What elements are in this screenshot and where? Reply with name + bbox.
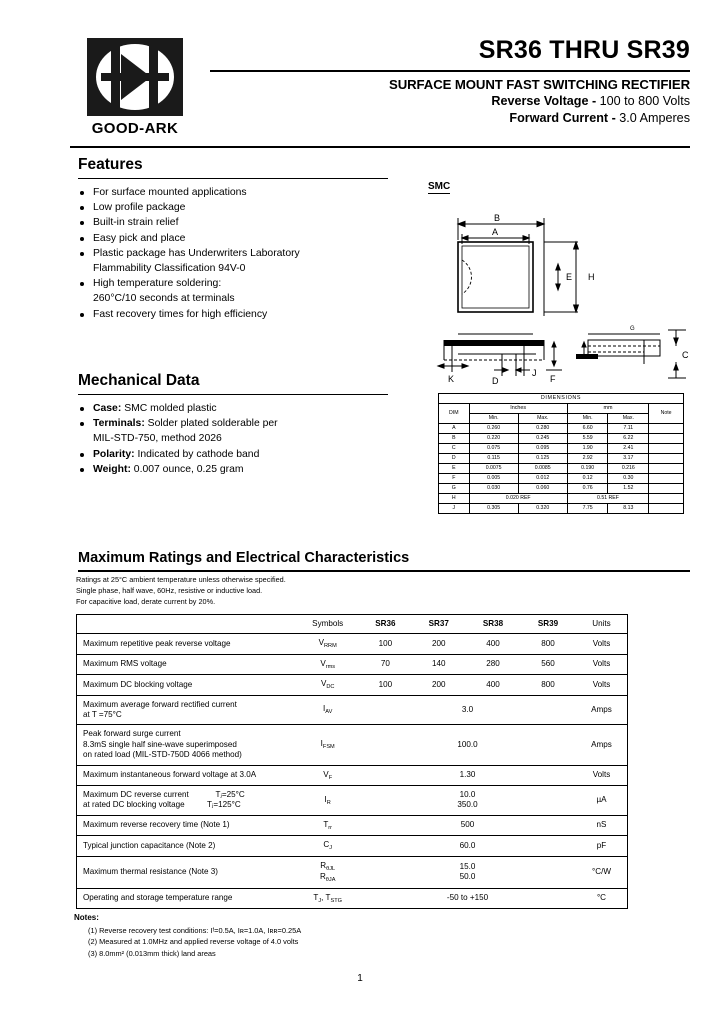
description-line: at rated DC blocking voltage Tⱼ=125°C (83, 800, 241, 810)
table-row (77, 836, 628, 856)
parameter-description (77, 815, 297, 835)
parameter-description (77, 725, 297, 765)
dim-mm-max: 7.11 (608, 424, 649, 434)
symbol-cell (296, 634, 359, 654)
parameter-description (77, 786, 297, 816)
parameter-description (77, 856, 297, 888)
symbol: $R_{\theta JL}$ (320, 860, 336, 872)
value-sr37: 200 (412, 675, 466, 695)
ratings-conditions (76, 575, 286, 607)
value-cell-spanned (359, 765, 576, 785)
col-desc (77, 615, 297, 634)
ratings-header-row (77, 615, 628, 634)
units-cell: Volts (576, 654, 628, 674)
mechanical-item (78, 448, 408, 462)
feature-item: Flammability Classification 94V-0 (93, 263, 246, 275)
smc-outline-drawing (428, 194, 693, 389)
symbol-cell (296, 695, 359, 725)
dim-note (649, 504, 684, 514)
mechanical-item-label: Terminals: (93, 418, 148, 430)
value-cell-spanned (359, 888, 576, 908)
callout-J: J (532, 368, 537, 378)
symbol: $V_{rms}$ (320, 658, 336, 670)
dim-mm-max: 6.22 (608, 434, 649, 444)
mechanical-item-text: MIL-STD-750, method 2026 (93, 433, 222, 445)
note-item: (1) Reverse recovery test conditions: Iᶠ=0.5A, Iʀ=1.0A, Iʀʀ=0.25A (88, 925, 302, 935)
description-line: Peak forward surge current (83, 729, 181, 739)
value-sr39: 800 (520, 675, 576, 695)
callout-D: D (492, 376, 499, 386)
value: 10.0 (459, 790, 476, 800)
symbol-subscript: DC (326, 684, 335, 691)
col-sr38: SR38 (466, 615, 520, 634)
symbol-subscript: J (329, 845, 333, 852)
ratings-table-body (77, 615, 628, 909)
symbol: $V_{RRM}$ (318, 638, 337, 650)
value-sr36: 100 (359, 634, 412, 654)
dim-letter: A (439, 424, 470, 434)
dim-in-max: 0.280 (518, 424, 567, 434)
units-cell: Volts (576, 675, 628, 695)
col-mm-max: Max. (608, 414, 649, 424)
parameter-description (77, 695, 297, 725)
table-row (77, 634, 628, 654)
dim-in-max: 0.0085 (518, 464, 567, 474)
reverse-voltage-line (210, 93, 690, 110)
units-cell: nS (576, 815, 628, 835)
description-line: Typical junction capacitance (Note 2) (83, 840, 216, 850)
page-number: 1 (357, 973, 363, 984)
dimensions-table-head (439, 394, 684, 424)
dim-in-max: 0.320 (518, 504, 567, 514)
parameter-description (77, 765, 297, 785)
table-row (77, 888, 628, 908)
mechanical-item-text: Indicated by cathode band (137, 448, 260, 460)
symbol-subscript: θJL (326, 865, 336, 872)
dim-mm-min: 1.90 (567, 444, 608, 454)
dim-in-min: 0.030 (469, 484, 518, 494)
feature-item: Easy pick and place (78, 232, 408, 246)
ratings-divider (78, 570, 690, 572)
units-cell: °C/W (576, 856, 628, 888)
symbol: $I_R$ (324, 794, 331, 806)
callout-K: K (448, 374, 455, 384)
symbol-cell (296, 786, 359, 816)
mechanical-section (78, 372, 408, 478)
dim-mm-max: 0.216 (608, 464, 649, 474)
dim-letter: B (439, 434, 470, 444)
note-item: (2) Measured at 1.0MHz and applied reverse voltage of 4.0 volts (88, 937, 299, 947)
header-divider (70, 146, 690, 148)
dim-note (649, 474, 684, 484)
dim-mm-min: 0.190 (567, 464, 608, 474)
ratings-condition-line: Ratings at 25°C ambient temperature unless otherwise specified. (76, 575, 286, 584)
col-note: Note (649, 404, 684, 424)
dimensions-row (439, 494, 684, 504)
dimensions-row (439, 444, 684, 454)
dim-in-max: 0.060 (518, 484, 567, 494)
value-sr37: 140 (412, 654, 466, 674)
symbol-cell (296, 888, 359, 908)
dim-in-min: 0.305 (469, 504, 518, 514)
ratings-section-head (78, 550, 690, 572)
value: 50.0 (459, 872, 476, 882)
symbol: $C_J$ (323, 840, 333, 852)
value-sr37: 200 (412, 634, 466, 654)
mechanical-item (78, 432, 408, 446)
col-sr37: SR37 (412, 615, 466, 634)
description-line: Maximum reverse recovery time (Note 1) (83, 820, 230, 830)
dimensions-table (438, 393, 684, 514)
goodark-logo-icon (87, 38, 183, 116)
table-row (77, 765, 628, 785)
page-title: SR36 THRU SR39 (478, 36, 690, 64)
dim-in-max: 0.095 (518, 444, 567, 454)
value: 1.30 (459, 770, 476, 780)
parameter-description (77, 836, 297, 856)
forward-current-line (210, 110, 690, 127)
dim-note (649, 454, 684, 464)
feature-item: Built-in strain relief (78, 216, 408, 230)
callout-H: H (588, 272, 595, 282)
symbol-subscript: θJA (325, 877, 336, 884)
value: -50 to +150 (446, 893, 489, 902)
dim-inches-span: 0.020 REF (469, 494, 567, 504)
value: 60.0 (459, 840, 476, 850)
dim-letter: H (439, 494, 470, 504)
units-cell: Amps (576, 695, 628, 725)
dimensions-row (439, 474, 684, 484)
description-line: Maximum repetitive peak reverse voltage (83, 638, 231, 648)
symbol: $T_{rr}$ (323, 819, 333, 831)
symbol-subscript: rr (328, 824, 333, 831)
table-row (77, 654, 628, 674)
features-title: Features (78, 156, 143, 173)
col-group-inches: Inches (469, 404, 567, 414)
value-cell-spanned (359, 725, 576, 765)
features-list (78, 186, 408, 322)
mechanical-list (78, 402, 408, 477)
dim-in-max: 0.125 (518, 454, 567, 464)
mechanical-item-text: Solder plated solderable per (147, 418, 278, 430)
ratings-title: Maximum Ratings and Electrical Characteristics (78, 550, 410, 566)
symbol-subscript: RRM (324, 643, 337, 650)
symbol: $I_{FSM}$ (320, 739, 335, 751)
value-sr38: 280 (466, 654, 520, 674)
mechanical-item-label: Polarity: (93, 448, 138, 460)
dim-note (649, 434, 684, 444)
dim-note (649, 494, 684, 504)
description-line: Maximum DC reverse current Tⱼ=25°C (83, 790, 245, 800)
col-sr36: SR36 (359, 615, 412, 634)
ratings-table (76, 614, 628, 909)
dimensions-row (439, 454, 684, 464)
dim-mm-max: 8.13 (608, 504, 649, 514)
table-row (77, 815, 628, 835)
dim-mm-max: 3.17 (608, 454, 649, 464)
parameter-description (77, 888, 297, 908)
dimensions-caption: DIMENSIONS (439, 394, 684, 404)
units-cell: Amps (576, 725, 628, 765)
features-divider (78, 178, 388, 179)
ratings-condition-line: Single phase, half wave, 60Hz, resistive or inductive load. (76, 585, 263, 595)
brand-logo (80, 38, 190, 137)
symbol-cell (296, 725, 359, 765)
value-sr38: 400 (466, 675, 520, 695)
forward-current-value: 3.0 Amperes (619, 111, 690, 126)
table-row (77, 675, 628, 695)
dim-mm-max: 1.52 (608, 484, 649, 494)
dim-mm-max: 2.41 (608, 444, 649, 454)
value-cell-spanned (359, 786, 576, 816)
dim-letter: D (439, 454, 470, 464)
value-cell-spanned (359, 815, 576, 835)
package-label: SMC (428, 181, 451, 192)
description-line: Maximum DC blocking voltage (83, 679, 193, 689)
package-drawing (428, 176, 693, 386)
dimensions-row (439, 504, 684, 514)
symbol: $R_{\theta JA}$ (319, 872, 336, 884)
dim-in-min: 0.0075 (469, 464, 518, 474)
symbol-cell (296, 836, 359, 856)
dim-in-max: 0.245 (518, 434, 567, 444)
feature-item: For surface mounted applications (78, 186, 408, 200)
feature-item: Low profile package (78, 201, 408, 215)
feature-item: Plastic package has Underwriters Laboratory (78, 247, 408, 261)
dim-note (649, 484, 684, 494)
parameter-description (77, 654, 297, 674)
table-row (77, 856, 628, 888)
brand-name: GOOD-ARK (91, 120, 179, 137)
col-dim: DIM (439, 404, 470, 424)
callout-B: B (493, 213, 501, 223)
dim-mm-span: 0.51 REF (567, 494, 648, 504)
description-line: on rated load (MIL-STD-750D 4066 method) (83, 750, 242, 760)
dimensions-table-body (439, 424, 684, 514)
dim-in-min: 0.075 (469, 444, 518, 454)
mechanical-item-text: SMC molded plastic (124, 403, 217, 414)
callout-A: A (491, 227, 499, 237)
value-cell-spanned (359, 856, 576, 888)
value: 3.0 (461, 704, 474, 714)
reverse-voltage-label: Reverse Voltage - (491, 94, 597, 109)
title-divider (210, 70, 690, 72)
description-line: Operating and storage temperature range (83, 893, 233, 902)
dimensions-row (439, 434, 684, 444)
reverse-voltage-value: 100 to 800 Volts (599, 94, 690, 109)
dim-letter: F (439, 474, 470, 484)
col-group-mm: mm (567, 404, 648, 414)
units-cell: pF (576, 836, 628, 856)
symbol-cell (296, 765, 359, 785)
note-item: (3) 8.0mm² (0.013mm thick) land areas (88, 948, 216, 958)
notes-section (74, 912, 301, 959)
dim-in-min: 0.115 (469, 454, 518, 464)
dim-mm-max: 0.30 (608, 474, 649, 484)
notes-list (74, 925, 301, 960)
table-row (77, 786, 628, 816)
col-sr39: SR39 (520, 615, 576, 634)
dim-letter: E (439, 464, 470, 474)
feature-item: High temperature soldering: (78, 277, 408, 291)
features-section (78, 156, 408, 323)
symbol-cell (296, 856, 359, 888)
mechanical-divider (78, 394, 388, 395)
product-subtitle: SURFACE MOUNT FAST SWITCHING RECTIFIER (389, 77, 690, 92)
description-line: Maximum average forward rectified current (83, 699, 237, 709)
description-line: Maximum instantaneous forward voltage at 3.0A (83, 770, 257, 780)
symbol-cell (296, 815, 359, 835)
callout-F: F (550, 374, 556, 384)
value: 500 (460, 820, 475, 830)
units-cell: °C (596, 893, 607, 902)
feature-item: Fast recovery times for high efficiency (78, 308, 408, 322)
description-line: 8.3mS single half sine-wave superimposed (83, 739, 237, 749)
dim-letter: J (439, 504, 470, 514)
mechanical-item-label: Case: (93, 403, 125, 414)
symbol: $V_{DC}$ (320, 679, 335, 691)
dimensions-row (439, 464, 684, 474)
mechanical-item-label: Weight: (93, 463, 134, 475)
symbol: $T_J$, $T_{STG}$ (313, 892, 342, 904)
units-cell: Volts (576, 634, 628, 654)
notes-title: Notes: (74, 913, 99, 922)
symbol-subscript: R (326, 799, 331, 806)
dimensions-group-row (439, 404, 684, 414)
mechanical-title: Mechanical Data (78, 372, 200, 389)
mechanical-item (78, 463, 408, 477)
callout-G: G (630, 326, 635, 332)
mechanical-item (78, 417, 408, 431)
page-header (70, 38, 690, 143)
symbol-cell (296, 654, 359, 674)
description-line: at T =75°C (83, 710, 122, 720)
table-row (77, 695, 628, 725)
col-mm-min: Min. (567, 414, 608, 424)
ratings-condition-line: For capacitive load, derate current by 20%. (76, 596, 216, 606)
value-cell-spanned (359, 836, 576, 856)
value-sr36: 100 (359, 675, 412, 695)
dim-mm-min: 7.75 (567, 504, 608, 514)
value-sr39: 800 (520, 634, 576, 654)
symbol: $I_{AV}$ (323, 704, 333, 716)
dimensions-caption-row (439, 394, 684, 404)
dimensions-row (439, 484, 684, 494)
dim-mm-min: 2.92 (567, 454, 608, 464)
dim-in-max: 0.012 (518, 474, 567, 484)
dimensions-subhead-row (439, 414, 684, 424)
units-cell: µA (576, 786, 628, 816)
dim-letter: C (439, 444, 470, 454)
dim-mm-min: 0.12 (567, 474, 608, 484)
dim-letter: G (439, 484, 470, 494)
dim-note (649, 464, 684, 474)
mechanical-item-text: 0.007 ounce, 0.25 gram (133, 463, 244, 475)
value-sr39: 560 (520, 654, 576, 674)
symbol-subscript: J (318, 897, 322, 904)
parameter-description (77, 675, 297, 695)
value: 100.0 (457, 739, 478, 749)
dim-mm-min: 6.60 (567, 424, 608, 434)
units-cell: Volts (576, 765, 628, 785)
col-units: Units (576, 615, 628, 634)
table-row (77, 725, 628, 765)
title-block (210, 38, 690, 127)
description-line: Maximum RMS voltage (83, 659, 167, 669)
col-in-min: Min. (469, 414, 518, 424)
dim-in-min: 0.005 (469, 474, 518, 484)
feature-item: 260°C/10 seconds at terminals (93, 293, 235, 305)
description-line: Maximum thermal resistance (Note 3) (83, 866, 218, 876)
value-sr38: 400 (466, 634, 520, 654)
dim-note (649, 444, 684, 454)
value: 350.0 (457, 800, 478, 810)
symbol-subscript: FSM (322, 744, 335, 751)
value-cell-spanned (359, 695, 576, 725)
dim-mm-min: 0.76 (567, 484, 608, 494)
dim-in-min: 0.260 (469, 424, 518, 434)
dim-in-min: 0.220 (469, 434, 518, 444)
mechanical-item (78, 402, 408, 416)
dim-note (649, 424, 684, 434)
col-symbols: Symbols (296, 615, 359, 634)
value: 15.0 (459, 861, 476, 871)
symbol-subscript: STG (330, 897, 342, 904)
forward-current-label: Forward Current - (509, 111, 616, 126)
symbol: $V_F$ (323, 769, 333, 781)
symbol-subscript: F (328, 774, 333, 781)
callout-C: C (682, 350, 689, 360)
symbol-subscript: rms (325, 663, 336, 670)
col-in-max: Max. (518, 414, 567, 424)
symbol-subscript: AV (325, 709, 333, 716)
symbol-cell (296, 675, 359, 695)
callout-E: E (566, 272, 573, 282)
dim-mm-min: 5.59 (567, 434, 608, 444)
parameter-description (77, 634, 297, 654)
dimensions-row (439, 424, 684, 434)
value-sr36: 70 (359, 654, 412, 674)
